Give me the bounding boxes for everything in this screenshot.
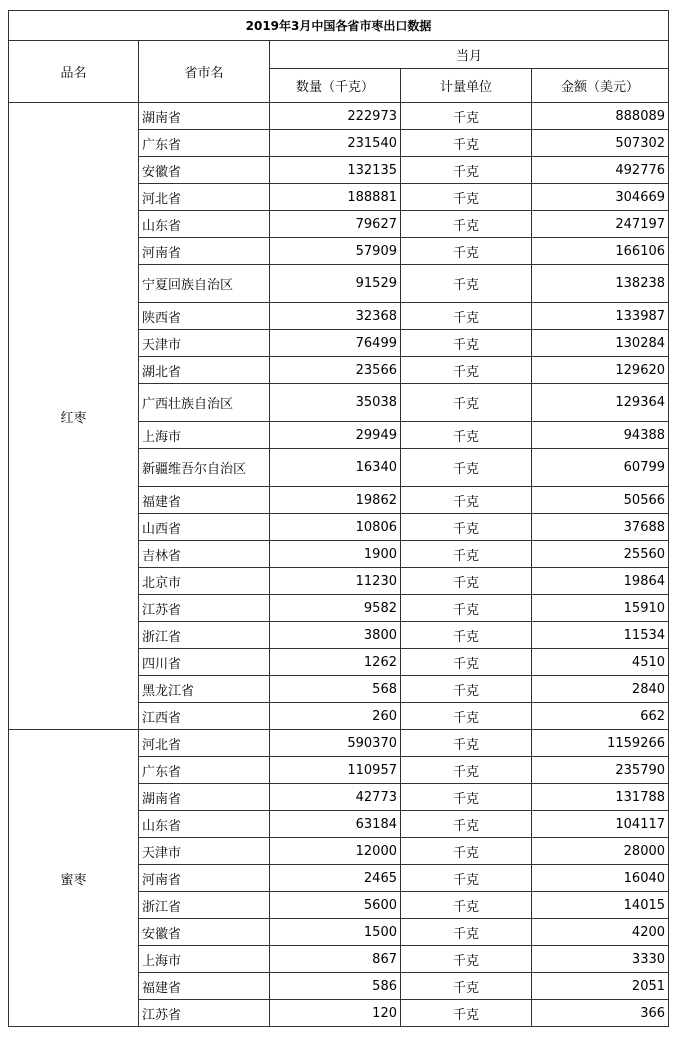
amount-cell: 2051 <box>532 973 669 1000</box>
header-amount: 金额（美元） <box>532 69 669 103</box>
quantity-cell: 120 <box>270 1000 401 1027</box>
province-cell: 北京市 <box>139 568 270 595</box>
quantity-cell: 29949 <box>270 422 401 449</box>
quantity-cell: 590370 <box>270 730 401 757</box>
quantity-cell: 568 <box>270 676 401 703</box>
amount-cell: 304669 <box>532 184 669 211</box>
unit-cell: 千克 <box>401 130 532 157</box>
province-cell: 湖南省 <box>139 103 270 130</box>
unit-cell: 千克 <box>401 541 532 568</box>
province-cell: 山东省 <box>139 211 270 238</box>
province-cell: 广东省 <box>139 757 270 784</box>
unit-cell: 千克 <box>401 811 532 838</box>
amount-cell: 3330 <box>532 946 669 973</box>
province-cell: 湖北省 <box>139 357 270 384</box>
province-cell: 河南省 <box>139 865 270 892</box>
amount-cell: 14015 <box>532 892 669 919</box>
quantity-cell: 57909 <box>270 238 401 265</box>
province-cell: 江西省 <box>139 703 270 730</box>
unit-cell: 千克 <box>401 238 532 265</box>
province-cell: 安徽省 <box>139 919 270 946</box>
province-cell: 福建省 <box>139 487 270 514</box>
quantity-cell: 132135 <box>270 157 401 184</box>
quantity-cell: 79627 <box>270 211 401 238</box>
unit-cell: 千克 <box>401 649 532 676</box>
unit-cell: 千克 <box>401 303 532 330</box>
quantity-cell: 12000 <box>270 838 401 865</box>
amount-cell: 129620 <box>532 357 669 384</box>
quantity-cell: 11230 <box>270 568 401 595</box>
amount-cell: 662 <box>532 703 669 730</box>
unit-cell: 千克 <box>401 514 532 541</box>
amount-cell: 138238 <box>532 265 669 303</box>
quantity-cell: 32368 <box>270 303 401 330</box>
quantity-cell: 9582 <box>270 595 401 622</box>
amount-cell: 130284 <box>532 330 669 357</box>
amount-cell: 4200 <box>532 919 669 946</box>
amount-cell: 28000 <box>532 838 669 865</box>
amount-cell: 247197 <box>532 211 669 238</box>
amount-cell: 166106 <box>532 238 669 265</box>
unit-cell: 千克 <box>401 919 532 946</box>
quantity-cell: 2465 <box>270 865 401 892</box>
unit-cell: 千克 <box>401 157 532 184</box>
amount-cell: 19864 <box>532 568 669 595</box>
quantity-cell: 10806 <box>270 514 401 541</box>
amount-cell: 15910 <box>532 595 669 622</box>
province-cell: 广西壮族自治区 <box>139 384 270 422</box>
amount-cell: 492776 <box>532 157 669 184</box>
quantity-cell: 1262 <box>270 649 401 676</box>
amount-cell: 94388 <box>532 422 669 449</box>
quantity-cell: 586 <box>270 973 401 1000</box>
amount-cell: 50566 <box>532 487 669 514</box>
province-cell: 黑龙江省 <box>139 676 270 703</box>
quantity-cell: 231540 <box>270 130 401 157</box>
unit-cell: 千克 <box>401 703 532 730</box>
province-cell: 陕西省 <box>139 303 270 330</box>
quantity-cell: 3800 <box>270 622 401 649</box>
quantity-cell: 110957 <box>270 757 401 784</box>
amount-cell: 1159266 <box>532 730 669 757</box>
table-body <box>9 103 669 1027</box>
unit-cell: 千克 <box>401 487 532 514</box>
unit-cell: 千克 <box>401 211 532 238</box>
province-cell: 天津市 <box>139 838 270 865</box>
quantity-cell: 19862 <box>270 487 401 514</box>
province-cell: 浙江省 <box>139 892 270 919</box>
quantity-cell: 35038 <box>270 384 401 422</box>
unit-cell: 千克 <box>401 973 532 1000</box>
unit-cell: 千克 <box>401 784 532 811</box>
export-data-table <box>8 10 669 1027</box>
unit-cell: 千克 <box>401 676 532 703</box>
amount-cell: 16040 <box>532 865 669 892</box>
unit-cell: 千克 <box>401 946 532 973</box>
quantity-cell: 260 <box>270 703 401 730</box>
header-product: 品名 <box>9 41 139 103</box>
unit-cell: 千克 <box>401 865 532 892</box>
province-cell: 山东省 <box>139 811 270 838</box>
province-cell: 浙江省 <box>139 622 270 649</box>
unit-cell: 千克 <box>401 730 532 757</box>
quantity-cell: 5600 <box>270 892 401 919</box>
quantity-cell: 23566 <box>270 357 401 384</box>
province-cell: 河北省 <box>139 730 270 757</box>
province-cell: 四川省 <box>139 649 270 676</box>
unit-cell: 千克 <box>401 330 532 357</box>
unit-cell: 千克 <box>401 422 532 449</box>
unit-cell: 千克 <box>401 568 532 595</box>
quantity-cell: 76499 <box>270 330 401 357</box>
province-cell: 江苏省 <box>139 1000 270 1027</box>
province-cell: 吉林省 <box>139 541 270 568</box>
quantity-cell: 63184 <box>270 811 401 838</box>
province-cell: 上海市 <box>139 422 270 449</box>
province-cell: 上海市 <box>139 946 270 973</box>
quantity-cell: 867 <box>270 946 401 973</box>
unit-cell: 千克 <box>401 384 532 422</box>
amount-cell: 104117 <box>532 811 669 838</box>
amount-cell: 11534 <box>532 622 669 649</box>
province-cell: 湖南省 <box>139 784 270 811</box>
amount-cell: 37688 <box>532 514 669 541</box>
unit-cell: 千克 <box>401 892 532 919</box>
unit-cell: 千克 <box>401 184 532 211</box>
amount-cell: 131788 <box>532 784 669 811</box>
amount-cell: 2840 <box>532 676 669 703</box>
province-cell: 广东省 <box>139 130 270 157</box>
amount-cell: 366 <box>532 1000 669 1027</box>
quantity-cell: 16340 <box>270 449 401 487</box>
quantity-cell: 42773 <box>270 784 401 811</box>
table-row <box>9 730 669 757</box>
header-unit: 计量单位 <box>401 69 532 103</box>
amount-cell: 129364 <box>532 384 669 422</box>
unit-cell: 千克 <box>401 103 532 130</box>
product-group-name: 红枣 <box>9 103 139 730</box>
province-cell: 山西省 <box>139 514 270 541</box>
unit-cell: 千克 <box>401 265 532 303</box>
unit-cell: 千克 <box>401 622 532 649</box>
quantity-cell: 1900 <box>270 541 401 568</box>
header-current-month: 当月 <box>270 41 669 69</box>
table-title: 2019年3月中国各省市枣出口数据 <box>9 11 669 41</box>
amount-cell: 60799 <box>532 449 669 487</box>
province-cell: 天津市 <box>139 330 270 357</box>
quantity-cell: 91529 <box>270 265 401 303</box>
province-cell: 福建省 <box>139 973 270 1000</box>
unit-cell: 千克 <box>401 757 532 784</box>
province-cell: 河北省 <box>139 184 270 211</box>
quantity-cell: 188881 <box>270 184 401 211</box>
amount-cell: 4510 <box>532 649 669 676</box>
unit-cell: 千克 <box>401 449 532 487</box>
unit-cell: 千克 <box>401 1000 532 1027</box>
quantity-cell: 1500 <box>270 919 401 946</box>
amount-cell: 888089 <box>532 103 669 130</box>
amount-cell: 507302 <box>532 130 669 157</box>
province-cell: 河南省 <box>139 238 270 265</box>
product-group-name: 蜜枣 <box>9 730 139 1027</box>
province-cell: 宁夏回族自治区 <box>139 265 270 303</box>
province-cell: 新疆维吾尔自治区 <box>139 449 270 487</box>
province-cell: 江苏省 <box>139 595 270 622</box>
unit-cell: 千克 <box>401 595 532 622</box>
amount-cell: 25560 <box>532 541 669 568</box>
amount-cell: 235790 <box>532 757 669 784</box>
table-row <box>9 103 669 130</box>
header-quantity: 数量（千克） <box>270 69 401 103</box>
province-cell: 安徽省 <box>139 157 270 184</box>
unit-cell: 千克 <box>401 357 532 384</box>
quantity-cell: 222973 <box>270 103 401 130</box>
unit-cell: 千克 <box>401 838 532 865</box>
amount-cell: 133987 <box>532 303 669 330</box>
header-province: 省市名 <box>139 41 270 103</box>
